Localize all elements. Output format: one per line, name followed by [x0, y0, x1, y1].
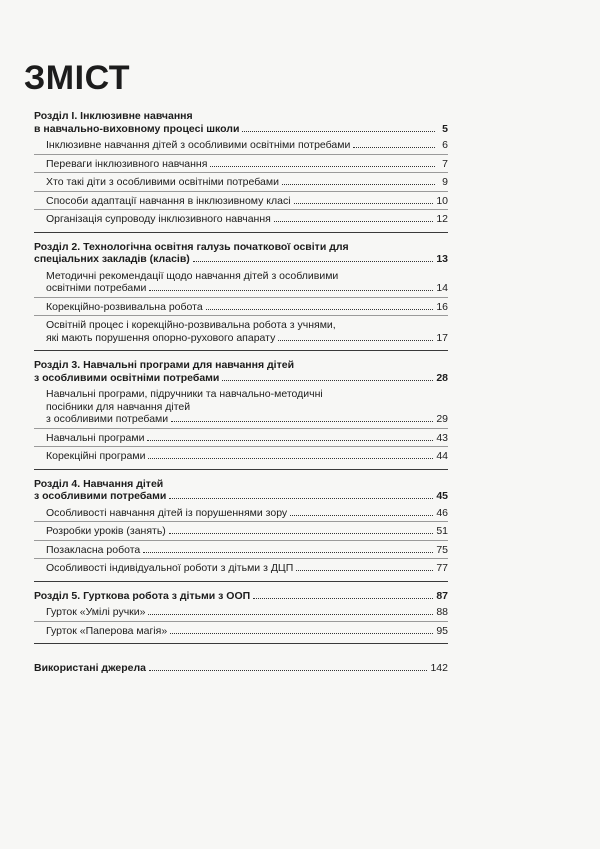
toc-item-line: [46, 301, 448, 314]
dot-leader: [149, 290, 433, 291]
toc-item[interactable]: [34, 559, 448, 577]
toc-item-line: [46, 195, 448, 208]
page-number: 77: [436, 562, 448, 574]
page-number: 12: [436, 213, 448, 225]
toc-item[interactable]: [34, 429, 448, 448]
toc-item-text: які мають порушення опорно-рухового апарату: [46, 331, 276, 344]
section-heading[interactable]: [34, 241, 448, 266]
page-number: 44: [436, 450, 448, 462]
page-number: 95: [436, 624, 448, 637]
page-number: 10: [436, 194, 448, 207]
section-heading-text: Розділ 5. Гурткова робота з дітьми з ООП: [34, 589, 251, 602]
dot-leader: [294, 203, 434, 204]
page-number: 75: [436, 543, 448, 556]
dot-leader: [169, 498, 433, 499]
dot-leader: [353, 147, 435, 148]
toc-item-line: [46, 413, 448, 426]
toc-section: [34, 359, 448, 470]
section-heading[interactable]: [34, 590, 448, 603]
section-heading-text: спеціальних закладів (класів): [34, 253, 190, 265]
section-heading-text: з особливими потребами: [34, 490, 167, 502]
dot-leader: [143, 552, 433, 553]
toc-item-text: Позакласна робота: [46, 543, 141, 556]
toc-item[interactable]: [34, 504, 448, 523]
toc-item-text: з особливими потребами: [46, 413, 169, 425]
page-number: 51: [436, 525, 448, 537]
toc-item-text: Організація супроводу інклюзивного навчання: [46, 213, 271, 225]
dot-leader: [170, 633, 433, 634]
toc-item-text: Особливості навчання дітей із порушеннями зору: [46, 506, 288, 519]
dot-leader: [296, 570, 433, 571]
dot-leader: [148, 614, 433, 615]
page-number: 13: [436, 253, 448, 265]
section-heading-text: Розділ 2. Технологічна освітня галузь початкової освіти для: [34, 240, 349, 253]
toc-item-text: Способи адаптації навчання в інклюзивному класі: [46, 194, 291, 207]
toc-item-line: [46, 282, 448, 295]
page-number: 28: [436, 371, 448, 384]
section-heading[interactable]: [34, 478, 448, 503]
sources-title: Використані джерела: [34, 662, 147, 674]
section-heading-line: [34, 253, 448, 266]
toc-item[interactable]: [34, 173, 448, 192]
toc-item-text: Хто такі діти з особливими освітніми потребами: [46, 176, 279, 188]
toc-item-text: Навчальні програми, підручники та навчально-методичні: [46, 388, 323, 400]
section-heading-line: [34, 590, 448, 603]
section-heading-text: в навчально-виховному процесі школи: [34, 122, 240, 135]
page-number: 87: [436, 589, 448, 602]
toc-item[interactable]: [34, 298, 448, 317]
page-number: 29: [436, 413, 448, 425]
dot-leader: [171, 421, 433, 422]
toc-item-text: Методичні рекомендації щодо навчання дітей з особливими: [46, 269, 339, 282]
toc-item-text: Розробки уроків (занять): [46, 525, 166, 537]
page-number: 17: [436, 331, 448, 344]
dot-leader: [290, 515, 433, 516]
section-heading-line: [34, 490, 448, 503]
toc-item-line: [46, 525, 448, 538]
toc-section: [34, 110, 448, 233]
toc-item-line: [46, 625, 448, 638]
toc-item[interactable]: [34, 603, 448, 622]
section-heading[interactable]: [34, 359, 448, 384]
toc-section: [34, 590, 448, 645]
page-number: 5: [442, 122, 448, 135]
toc-item-line: [46, 544, 448, 557]
toc-section: [34, 241, 448, 352]
toc-item-line: [46, 139, 448, 152]
dot-leader: [222, 380, 433, 381]
page-number: 142: [430, 662, 448, 674]
dot-leader: [147, 440, 433, 441]
page-number: 14: [436, 282, 448, 294]
toc-item-line: [46, 176, 448, 189]
toc-item-line: [46, 450, 448, 463]
toc-item-text: посібники для навчання дітей: [46, 400, 191, 413]
page-number: 7: [442, 157, 448, 170]
toc-item[interactable]: [34, 622, 448, 640]
page-number: 46: [436, 506, 448, 519]
toc-item-text: Корекційні програми: [46, 450, 146, 462]
toc-item[interactable]: [34, 447, 448, 465]
dot-leader: [242, 131, 435, 132]
dot-leader: [282, 184, 435, 185]
dot-leader: [193, 261, 434, 262]
page-number: 88: [436, 606, 448, 618]
toc-item[interactable]: [34, 522, 448, 541]
toc-item-line: [46, 606, 448, 619]
toc-item-text: Переваги інклюзивного навчання: [46, 157, 208, 170]
section-heading[interactable]: [34, 110, 448, 135]
page-number: 6: [442, 139, 448, 151]
dot-leader: [253, 598, 433, 599]
toc-item-line: [46, 213, 448, 226]
page-title: ЗМІСТ: [24, 59, 131, 97]
page-number: 9: [442, 176, 448, 188]
toc-item[interactable]: [34, 155, 448, 174]
section-heading-text: Розділ 3. Навчальні програми для навчання дітей: [34, 359, 295, 371]
section-heading-line: [34, 123, 448, 136]
dot-leader: [278, 340, 433, 341]
toc-item-line: [46, 332, 448, 345]
page-number: 45: [436, 490, 448, 502]
page-number: 16: [436, 300, 448, 313]
sources-line: [34, 660, 448, 674]
toc-item-line: [46, 432, 448, 445]
dot-leader: [148, 458, 433, 459]
dot-leader: [210, 166, 435, 167]
toc-item-text: Особливості індивідуальної роботи з дітьми з ДЦП: [46, 562, 294, 574]
toc-item[interactable]: [34, 541, 448, 560]
dot-leader: [274, 221, 433, 222]
toc-item-text: Корекційно-розвивальна робота: [46, 300, 203, 313]
section-heading-text: Розділ 4. Навчання дітей: [34, 477, 164, 490]
toc-item-text: Навчальні програми: [46, 431, 145, 444]
toc-item-line: [46, 158, 448, 171]
toc-item[interactable]: [34, 267, 448, 298]
dot-leader: [206, 309, 434, 310]
toc-item[interactable]: [34, 316, 448, 346]
dot-leader: [169, 533, 434, 534]
page-number: 43: [436, 431, 448, 444]
toc-item-text: Освітній процес і корекційно-розвивальна робота з учнями,: [46, 319, 336, 331]
toc-item[interactable]: [34, 210, 448, 228]
toc-item[interactable]: [34, 192, 448, 211]
section-heading-text: Розділ І. Інклюзивне навчання: [34, 110, 193, 122]
dot-leader: [149, 670, 427, 671]
toc-item-text: Інклюзивне навчання дітей з особливими освітніми потребами: [46, 139, 351, 151]
toc-item-line: [46, 562, 448, 575]
toc-item-text: Гурток «Паперова магія»: [46, 624, 168, 637]
toc-section: [34, 478, 448, 582]
table-of-contents: [34, 110, 448, 674]
toc-item-text: освітніми потребами: [46, 282, 147, 294]
toc-item-line: [46, 507, 448, 520]
section-heading-text: з особливими освітніми потребами: [34, 371, 220, 384]
section-heading-line: [34, 372, 448, 385]
sources-entry[interactable]: [34, 660, 448, 674]
toc-item[interactable]: [34, 385, 448, 429]
toc-item-text: Гурток «Умілі ручки»: [46, 606, 146, 618]
toc-item[interactable]: [34, 136, 448, 155]
